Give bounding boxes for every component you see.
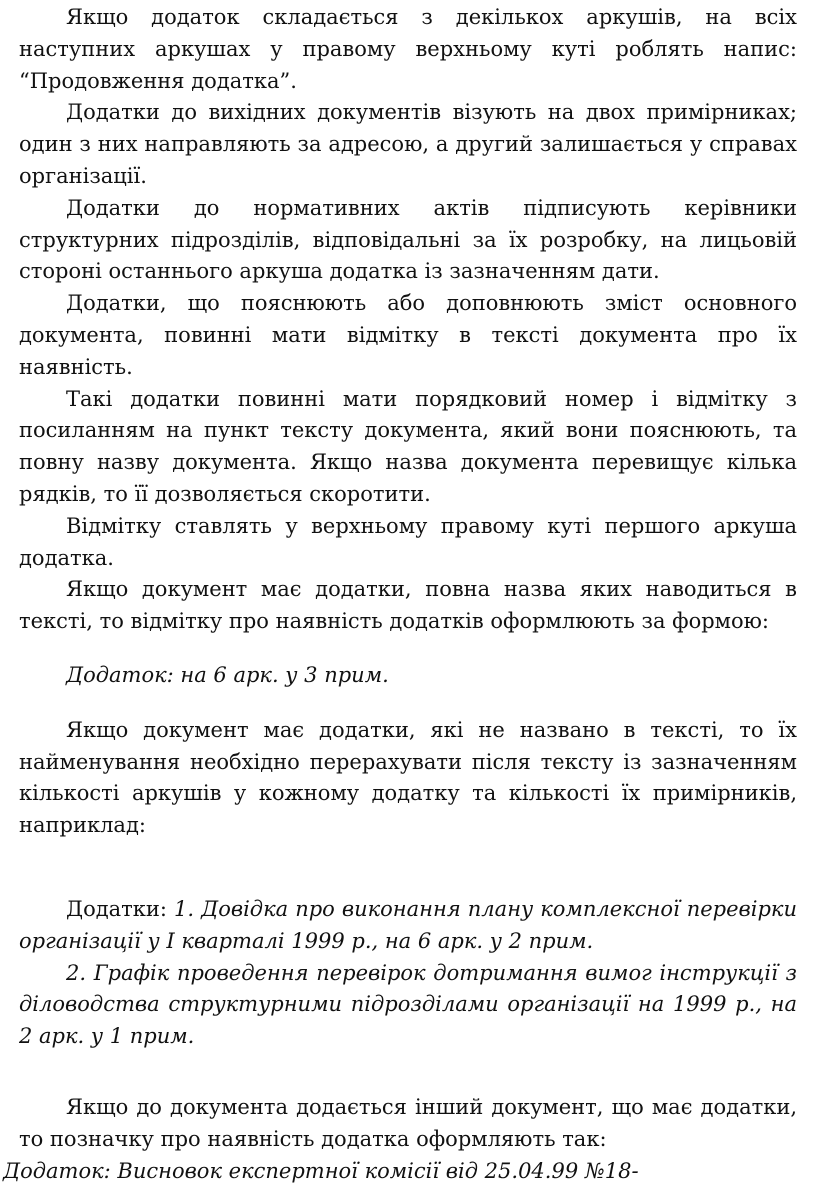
example-attachment-note: Додаток: на 6 арк. у 3 прим. [66,662,389,687]
paragraph-named-attachments: Якщо документ має додатки, повна назва яких наводиться в тексті, то відмітку про наявність додатків оформлюють за формою: [19,577,797,634]
attachment-list-item-2: 2. Графік проведення перевірок дотримання вимог інструкції з діловодства структурними підрозділами організації на 1999 р., на 2 арк. у 1 прим. [19,960,797,1049]
paragraph-nested-attachments: Якщо до документа додається інший документ, що має додатки, то позначку про наявність додатка оформляють так: [19,1094,797,1151]
example-attachment-list [19,894,797,958]
paragraph-mark-placement: Відмітку ставлять у верхньому правому куті першого аркуша додатка. [19,513,797,570]
attachment-list-item-1: 1. Довідка про виконання плану комплексної перевірки організації у I кварталі 1999 р., на 6 арк. у 2 прим. [19,896,797,953]
document-page [3,0,797,1190]
paragraph-continuation-note: Якщо додаток складається з декількох аркушів, на всіх наступних аркушах у правому верхньому куті роблять напис: “Продовження додатка”. [19,5,797,93]
paragraph-outgoing-attachments: Додатки до вихідних документів візують на двох примірниках; один з них направляють за адресою, а другий залишається у справах організації. [19,100,797,188]
paragraph-explanatory-attachments: Додатки, що пояснюють або доповнюють зміст основного документа, повинні мати відмітку в тексті документа про їх наявність. [19,291,797,379]
attachment-list-label: Додатки: [66,896,175,921]
paragraph-normative-acts: Додатки до нормативних актів підписують керівники структурних підрозділів, відповідальні за їх розробку, на лицьовій стороні останнього аркуша додатка із зазначенням дати. [19,195,797,284]
paragraph-attachment-numbering: Такі додатки повинні мати порядковий номер і відмітку з посиланням на пункт тексту документа, який вони пояснюють, та повну назву документа. Якщо назва документа перевищує кілька рядків, то її дозволяється скоротити. [19,386,797,506]
example-expert-commission-note: Додаток: Висновок експертної комісії від 25.04.99 №18- [3,1158,639,1183]
paragraph-unnamed-attachments: Якщо документ має додатки, які не названо в тексті, то їх найменування необхідно перерахувати після тексту із зазначенням кількості аркушів у кожному додатку та кількості їх примірників, наприклад: [19,717,797,838]
